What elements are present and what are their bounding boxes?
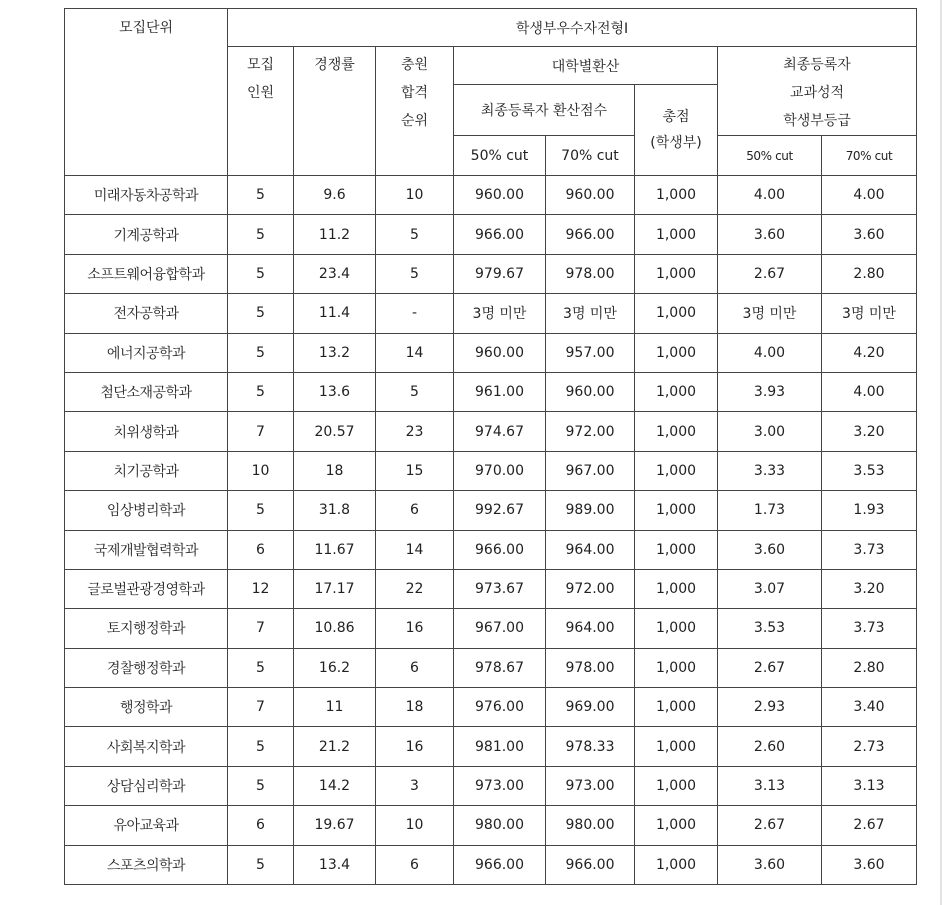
- cell-grade-50-cut: 2.93: [718, 688, 822, 727]
- cell-grade-50-cut: 3명 미만: [718, 294, 822, 333]
- table-row: [65, 333, 917, 372]
- table-row: [65, 372, 917, 411]
- cell-grade-70-cut: 2.67: [822, 806, 917, 845]
- table-row: [65, 648, 917, 687]
- cell-waitlist-rank: 5: [376, 372, 454, 411]
- cell-score-50-cut: 3명 미만: [454, 294, 546, 333]
- cell-grade-70-cut: 3.20: [822, 412, 917, 451]
- header-converted-score: 대학별환산: [454, 47, 718, 85]
- cell-unit: 유아교육과: [65, 806, 228, 845]
- cell-competition: 9.6: [294, 176, 376, 215]
- cell-competition: 13.2: [294, 333, 376, 372]
- cell-score-50-cut: 979.67: [454, 254, 546, 293]
- cell-quota: 5: [228, 727, 294, 766]
- cell-quota: 7: [228, 609, 294, 648]
- cell-unit: 전자공학과: [65, 294, 228, 333]
- table-row: [65, 215, 917, 254]
- cell-waitlist-rank: 5: [376, 215, 454, 254]
- cell-waitlist-rank: 10: [376, 176, 454, 215]
- cell-grade-50-cut: 3.60: [718, 845, 822, 884]
- header-score-70-cut: 70% cut: [546, 136, 635, 176]
- cell-score-70-cut: 964.00: [546, 530, 635, 569]
- cell-score-50-cut: 978.67: [454, 648, 546, 687]
- cell-grade-70-cut: 3.13: [822, 766, 917, 805]
- cell-unit: 행정학과: [65, 688, 228, 727]
- table-row: [65, 530, 917, 569]
- cell-competition: 20.57: [294, 412, 376, 451]
- cell-total-score: 1,000: [635, 766, 718, 805]
- cell-score-70-cut: 969.00: [546, 688, 635, 727]
- cell-unit: 토지행정학과: [65, 609, 228, 648]
- cell-score-70-cut: 978.33: [546, 727, 635, 766]
- cell-unit: 글로벌관광경영학과: [65, 569, 228, 608]
- cell-competition: 11.4: [294, 294, 376, 333]
- cell-grade-50-cut: 2.67: [718, 648, 822, 687]
- cell-grade-50-cut: 3.93: [718, 372, 822, 411]
- cell-competition: 13.4: [294, 845, 376, 884]
- table-row: [65, 254, 917, 293]
- cell-grade-70-cut: 4.00: [822, 176, 917, 215]
- cell-grade-50-cut: 3.00: [718, 412, 822, 451]
- header-score-50-cut: 50% cut: [454, 136, 546, 176]
- cell-grade-70-cut: 2.80: [822, 648, 917, 687]
- cell-competition: 13.6: [294, 372, 376, 411]
- cell-total-score: 1,000: [635, 688, 718, 727]
- cell-waitlist-rank: 18: [376, 688, 454, 727]
- cell-grade-50-cut: 1.73: [718, 491, 822, 530]
- cell-total-score: 1,000: [635, 254, 718, 293]
- header-grade-70-cut: 70% cut: [822, 136, 917, 176]
- cell-score-50-cut: 976.00: [454, 688, 546, 727]
- header-total-score: 총점 (학생부): [635, 85, 718, 176]
- header-admission-type: 학생부우수자전형Ⅰ: [228, 9, 917, 47]
- table-row: [65, 569, 917, 608]
- cell-score-70-cut: 960.00: [546, 176, 635, 215]
- cell-grade-70-cut: 4.20: [822, 333, 917, 372]
- cell-score-70-cut: 978.00: [546, 254, 635, 293]
- cell-score-50-cut: 966.00: [454, 530, 546, 569]
- cell-waitlist-rank: 23: [376, 412, 454, 451]
- cell-unit: 상담심리학과: [65, 766, 228, 805]
- cell-unit: 첨단소재공학과: [65, 372, 228, 411]
- table-header: [65, 9, 917, 176]
- cell-competition: 11.2: [294, 215, 376, 254]
- cell-grade-70-cut: 3.40: [822, 688, 917, 727]
- cell-unit: 치위생학과: [65, 412, 228, 451]
- cell-grade-70-cut: 3.73: [822, 530, 917, 569]
- cell-quota: 5: [228, 845, 294, 884]
- cell-score-50-cut: 961.00: [454, 372, 546, 411]
- cell-grade-50-cut: 2.67: [718, 806, 822, 845]
- cell-score-50-cut: 980.00: [454, 806, 546, 845]
- cell-score-50-cut: 973.00: [454, 766, 546, 805]
- cell-score-70-cut: 957.00: [546, 333, 635, 372]
- cell-waitlist-rank: 10: [376, 806, 454, 845]
- table-body: [65, 176, 917, 885]
- cell-competition: 11: [294, 688, 376, 727]
- cell-competition: 21.2: [294, 727, 376, 766]
- header-final-score: 최종등록자 환산점수: [454, 85, 635, 136]
- cell-total-score: 1,000: [635, 530, 718, 569]
- cell-score-50-cut: 973.67: [454, 569, 546, 608]
- header-waitlist-rank: 충원 합격 순위: [376, 47, 454, 176]
- cell-quota: 5: [228, 491, 294, 530]
- cell-quota: 5: [228, 648, 294, 687]
- cell-unit: 소프트웨어융합학과: [65, 254, 228, 293]
- cell-waitlist-rank: 14: [376, 333, 454, 372]
- cell-score-50-cut: 966.00: [454, 215, 546, 254]
- cell-grade-70-cut: 4.00: [822, 372, 917, 411]
- cell-score-70-cut: 972.00: [546, 412, 635, 451]
- cell-grade-50-cut: 2.67: [718, 254, 822, 293]
- cell-score-50-cut: 966.00: [454, 845, 546, 884]
- cell-score-50-cut: 981.00: [454, 727, 546, 766]
- cell-waitlist-rank: 3: [376, 766, 454, 805]
- cell-total-score: 1,000: [635, 451, 718, 490]
- cell-waitlist-rank: 14: [376, 530, 454, 569]
- cell-grade-50-cut: 3.53: [718, 609, 822, 648]
- cell-grade-50-cut: 3.33: [718, 451, 822, 490]
- cell-total-score: 1,000: [635, 845, 718, 884]
- cell-score-70-cut: 972.00: [546, 569, 635, 608]
- cell-total-score: 1,000: [635, 491, 718, 530]
- admissions-table: [64, 8, 917, 885]
- cell-quota: 6: [228, 806, 294, 845]
- cell-quota: 6: [228, 530, 294, 569]
- cell-score-50-cut: 970.00: [454, 451, 546, 490]
- table-row: [65, 806, 917, 845]
- cell-score-70-cut: 960.00: [546, 372, 635, 411]
- table-row: [65, 294, 917, 333]
- cell-score-50-cut: 974.67: [454, 412, 546, 451]
- cell-grade-50-cut: 3.60: [718, 530, 822, 569]
- cell-unit: 국제개발협력학과: [65, 530, 228, 569]
- cell-waitlist-rank: 6: [376, 648, 454, 687]
- cell-total-score: 1,000: [635, 569, 718, 608]
- cell-competition: 14.2: [294, 766, 376, 805]
- cell-waitlist-rank: 6: [376, 491, 454, 530]
- table-row: [65, 766, 917, 805]
- table-row: [65, 609, 917, 648]
- table-row: [65, 845, 917, 884]
- cell-grade-50-cut: 4.00: [718, 333, 822, 372]
- cell-competition: 19.67: [294, 806, 376, 845]
- cell-grade-70-cut: 3명 미만: [822, 294, 917, 333]
- cell-score-50-cut: 992.67: [454, 491, 546, 530]
- cell-grade-70-cut: 2.80: [822, 254, 917, 293]
- cell-grade-70-cut: 3.73: [822, 609, 917, 648]
- cell-quota: 12: [228, 569, 294, 608]
- cell-competition: 10.86: [294, 609, 376, 648]
- cell-score-70-cut: 967.00: [546, 451, 635, 490]
- cell-waitlist-rank: 16: [376, 727, 454, 766]
- cell-competition: 31.8: [294, 491, 376, 530]
- cell-unit: 기계공학과: [65, 215, 228, 254]
- cell-unit: 임상병리학과: [65, 491, 228, 530]
- cell-waitlist-rank: 16: [376, 609, 454, 648]
- cell-grade-70-cut: 3.20: [822, 569, 917, 608]
- header-competition: 경쟁률: [294, 47, 376, 176]
- cell-score-70-cut: 966.00: [546, 845, 635, 884]
- cell-waitlist-rank: 5: [376, 254, 454, 293]
- cell-quota: 10: [228, 451, 294, 490]
- cell-grade-70-cut: 3.60: [822, 215, 917, 254]
- cell-score-70-cut: 978.00: [546, 648, 635, 687]
- cell-grade-50-cut: 2.60: [718, 727, 822, 766]
- cell-total-score: 1,000: [635, 412, 718, 451]
- cell-score-50-cut: 960.00: [454, 333, 546, 372]
- cell-score-70-cut: 3명 미만: [546, 294, 635, 333]
- cell-grade-70-cut: 3.60: [822, 845, 917, 884]
- cell-waitlist-rank: 6: [376, 845, 454, 884]
- cell-total-score: 1,000: [635, 176, 718, 215]
- cell-quota: 5: [228, 372, 294, 411]
- cell-total-score: 1,000: [635, 372, 718, 411]
- cell-grade-70-cut: 3.53: [822, 451, 917, 490]
- table-row: [65, 727, 917, 766]
- cell-score-50-cut: 960.00: [454, 176, 546, 215]
- cell-competition: 16.2: [294, 648, 376, 687]
- cell-grade-50-cut: 3.13: [718, 766, 822, 805]
- cell-quota: 7: [228, 688, 294, 727]
- table-row: [65, 412, 917, 451]
- cell-grade-70-cut: 1.93: [822, 491, 917, 530]
- cell-competition: 23.4: [294, 254, 376, 293]
- header-unit: 모집단위: [65, 9, 228, 176]
- cell-competition: 18: [294, 451, 376, 490]
- cell-unit: 에너지공학과: [65, 333, 228, 372]
- cell-unit: 스포츠의학과: [65, 845, 228, 884]
- cell-score-70-cut: 966.00: [546, 215, 635, 254]
- table-row: [65, 491, 917, 530]
- cell-quota: 7: [228, 412, 294, 451]
- table-row: [65, 688, 917, 727]
- table-row: [65, 176, 917, 215]
- cell-grade-70-cut: 2.73: [822, 727, 917, 766]
- cell-score-70-cut: 989.00: [546, 491, 635, 530]
- cell-unit: 경찰행정학과: [65, 648, 228, 687]
- cell-total-score: 1,000: [635, 806, 718, 845]
- cell-score-70-cut: 973.00: [546, 766, 635, 805]
- cell-quota: 5: [228, 176, 294, 215]
- table-row: [65, 451, 917, 490]
- cell-total-score: 1,000: [635, 648, 718, 687]
- cell-unit: 미래자동차공학과: [65, 176, 228, 215]
- cell-total-score: 1,000: [635, 727, 718, 766]
- cell-grade-50-cut: 4.00: [718, 176, 822, 215]
- cell-quota: 5: [228, 215, 294, 254]
- cell-unit: 사회복지학과: [65, 727, 228, 766]
- scrollbar-edge: [940, 0, 942, 905]
- cell-score-70-cut: 980.00: [546, 806, 635, 845]
- cell-total-score: 1,000: [635, 294, 718, 333]
- cell-unit: 치기공학과: [65, 451, 228, 490]
- cell-quota: 5: [228, 254, 294, 293]
- header-grade-50-cut: 50% cut: [718, 136, 822, 176]
- cell-waitlist-rank: 22: [376, 569, 454, 608]
- cell-grade-50-cut: 3.07: [718, 569, 822, 608]
- cell-waitlist-rank: -: [376, 294, 454, 333]
- header-final-grade: 최종등록자 교과성적 학생부등급: [718, 47, 917, 136]
- cell-total-score: 1,000: [635, 333, 718, 372]
- cell-grade-50-cut: 3.60: [718, 215, 822, 254]
- header-quota: 모집 인원: [228, 47, 294, 176]
- cell-quota: 5: [228, 333, 294, 372]
- cell-total-score: 1,000: [635, 609, 718, 648]
- cell-score-70-cut: 964.00: [546, 609, 635, 648]
- cell-competition: 17.17: [294, 569, 376, 608]
- cell-score-50-cut: 967.00: [454, 609, 546, 648]
- cell-total-score: 1,000: [635, 215, 718, 254]
- cell-quota: 5: [228, 294, 294, 333]
- cell-competition: 11.67: [294, 530, 376, 569]
- cell-quota: 5: [228, 766, 294, 805]
- cell-waitlist-rank: 15: [376, 451, 454, 490]
